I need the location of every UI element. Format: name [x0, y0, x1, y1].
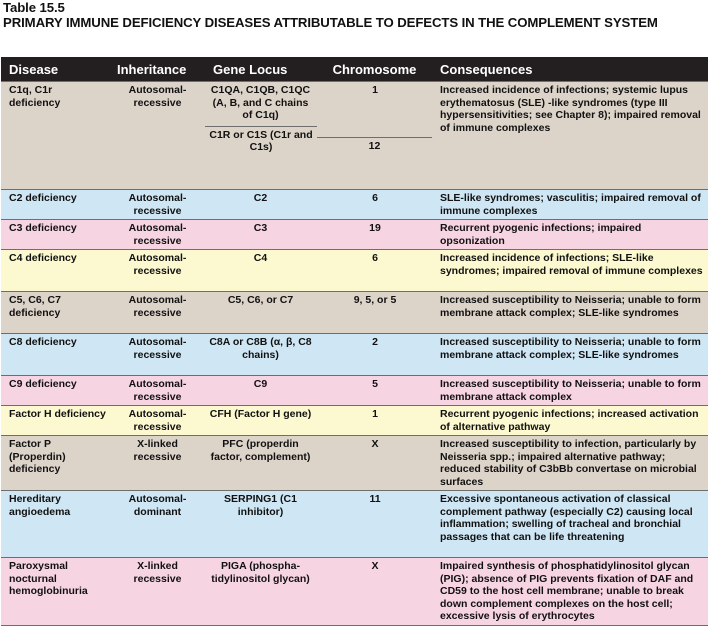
gene-cell: C4 — [205, 250, 317, 292]
gene-cell: C2 — [205, 190, 317, 220]
table-row — [1, 334, 708, 376]
table-row — [1, 82, 708, 190]
consequences-cell: Increased susceptibility to Neisseria; unable to form membrane attack complex; SLE-like syndromes — [432, 292, 708, 334]
chromosome-cell: 9, 5, or 5 — [317, 292, 432, 334]
table-row — [1, 376, 708, 406]
consequences-cell: Recurrent pyogenic infections; increased activation of alternative pathway — [432, 406, 708, 436]
chromosome-cell: 19 — [317, 220, 432, 250]
gene-cell: C9 — [205, 376, 317, 406]
inheritance-cell: Autosomal-recessive — [109, 334, 205, 376]
disease-cell: C5, C6, C7 deficiency — [1, 292, 109, 334]
consequences-cell: Increased incidence of infections; systemic lupus erythematosus (SLE) -like syndromes (type III hypersensitivities; see Chapter 8); impaired removal of immune complexes — [432, 82, 708, 190]
consequences-cell: Excessive spontaneous activation of classical complement pathway (especially C2) causing local inflammation; swelling of tracheal and bronchial passages that can be life threatening — [432, 491, 708, 558]
disease-cell: C9 deficiency — [1, 376, 109, 406]
chromosome-cell — [317, 82, 432, 190]
inheritance-cell: Autosomal-dominant — [109, 491, 205, 558]
chromosome-cell: 1 — [317, 406, 432, 436]
consequences-cell: Recurrent pyogenic infections; impaired opsonization — [432, 220, 708, 250]
header-consequences: Consequences — [432, 57, 708, 82]
disease-cell: C8 deficiency — [1, 334, 109, 376]
chromosome-cell: X — [317, 558, 432, 626]
chromosome-cell: 11 — [317, 491, 432, 558]
consequences-cell: Increased incidence of infections; SLE-like syndromes; impaired removal of immune complexes — [432, 250, 708, 292]
gene-cell: C3 — [205, 220, 317, 250]
table-row — [1, 436, 708, 491]
table-title-block — [3, 1, 709, 30]
complement-deficiency-table — [1, 57, 708, 626]
table-row — [1, 558, 708, 626]
consequences-cell: Increased susceptibility to infection, particularly by Neisseria spp.; impaired alternative pathway; reduced stability of C3bBb convertase on microbial surfaces — [432, 436, 708, 491]
consequences-cell: SLE-like syndromes; vasculitis; impaired removal of immune complexes — [432, 190, 708, 220]
table-row — [1, 220, 708, 250]
gene-cell: C8A or C8B (α, β, C8 chains) — [205, 334, 317, 376]
inheritance-cell: Autosomal-recessive — [109, 406, 205, 436]
chromosome-secondary: 12 — [317, 137, 432, 153]
inheritance-cell: X-linked recessive — [109, 436, 205, 491]
table-row — [1, 292, 708, 334]
disease-cell: Paroxysmal nocturnal hemoglobinuria — [1, 558, 109, 626]
chromosome-cell: 5 — [317, 376, 432, 406]
chromosome-cell: 6 — [317, 190, 432, 220]
inheritance-cell: Autosomal-recessive — [109, 190, 205, 220]
inheritance-cell: Autosomal-recessive — [109, 250, 205, 292]
disease-cell: C1q, C1r deficiency — [1, 82, 109, 190]
disease-cell: C4 deficiency — [1, 250, 109, 292]
gene-primary: C1QA, C1QB, C1QC (A, B, and C chains of C1q) — [210, 84, 311, 121]
chromosome-cell: X — [317, 436, 432, 491]
gene-secondary: C1R or C1S (C1r and C1s) — [205, 126, 317, 154]
header-disease: Disease — [1, 57, 109, 82]
gene-cell: SERPING1 (C1 inhibitor) — [205, 491, 317, 558]
disease-cell: C2 deficiency — [1, 190, 109, 220]
disease-cell: C3 deficiency — [1, 220, 109, 250]
gene-cell — [205, 82, 317, 190]
disease-cell: Factor H deficiency — [1, 406, 109, 436]
inheritance-cell: Autosomal-recessive — [109, 82, 205, 190]
inheritance-cell: Autosomal-recessive — [109, 376, 205, 406]
header-chromosome: Chromosome — [317, 57, 432, 82]
chromosome-cell: 6 — [317, 250, 432, 292]
consequences-cell: Increased susceptibility to Neisseria; unable to form membrane attack complex; SLE-like syndromes — [432, 334, 708, 376]
disease-cell: Factor P (Properdin) deficiency — [1, 436, 109, 491]
table-row — [1, 250, 708, 292]
table-row — [1, 406, 708, 436]
inheritance-cell: Autosomal-recessive — [109, 220, 205, 250]
header-inheritance: Inheritance — [109, 57, 205, 82]
inheritance-cell: Autosomal-recessive — [109, 292, 205, 334]
table-header-row — [1, 57, 708, 82]
table-row — [1, 491, 708, 558]
consequences-cell: Impaired synthesis of phosphatidylinositol glycan (PIG); absence of PIG prevents fixation of DAF and CD59 to the host cell membrane; unable to break down complement complexes on the host cell; excessive lysis of erythrocytes — [432, 558, 708, 626]
chromosome-primary: 1 — [372, 84, 378, 96]
gene-cell: PFC (properdin factor, complement) — [205, 436, 317, 491]
table-row — [1, 190, 708, 220]
chromosome-cell: 2 — [317, 334, 432, 376]
gene-cell: CFH (Factor H gene) — [205, 406, 317, 436]
table-title: PRIMARY IMMUNE DEFICIENCY DISEASES ATTRIBUTABLE TO DEFECTS IN THE COMPLEMENT SYSTEM — [3, 14, 658, 30]
gene-cell: C5, C6, or C7 — [205, 292, 317, 334]
consequences-cell: Increased susceptibility to Neisseria; unable to form membrane attack complex — [432, 376, 708, 406]
disease-cell: Hereditary angioedema — [1, 491, 109, 558]
header-gene-locus: Gene Locus — [205, 57, 317, 82]
gene-cell: PIGA (phosphatidylinositol glycan) — [205, 558, 317, 626]
table-label: Table 15.5 — [3, 0, 65, 15]
inheritance-cell: X-linked recessive — [109, 558, 205, 626]
